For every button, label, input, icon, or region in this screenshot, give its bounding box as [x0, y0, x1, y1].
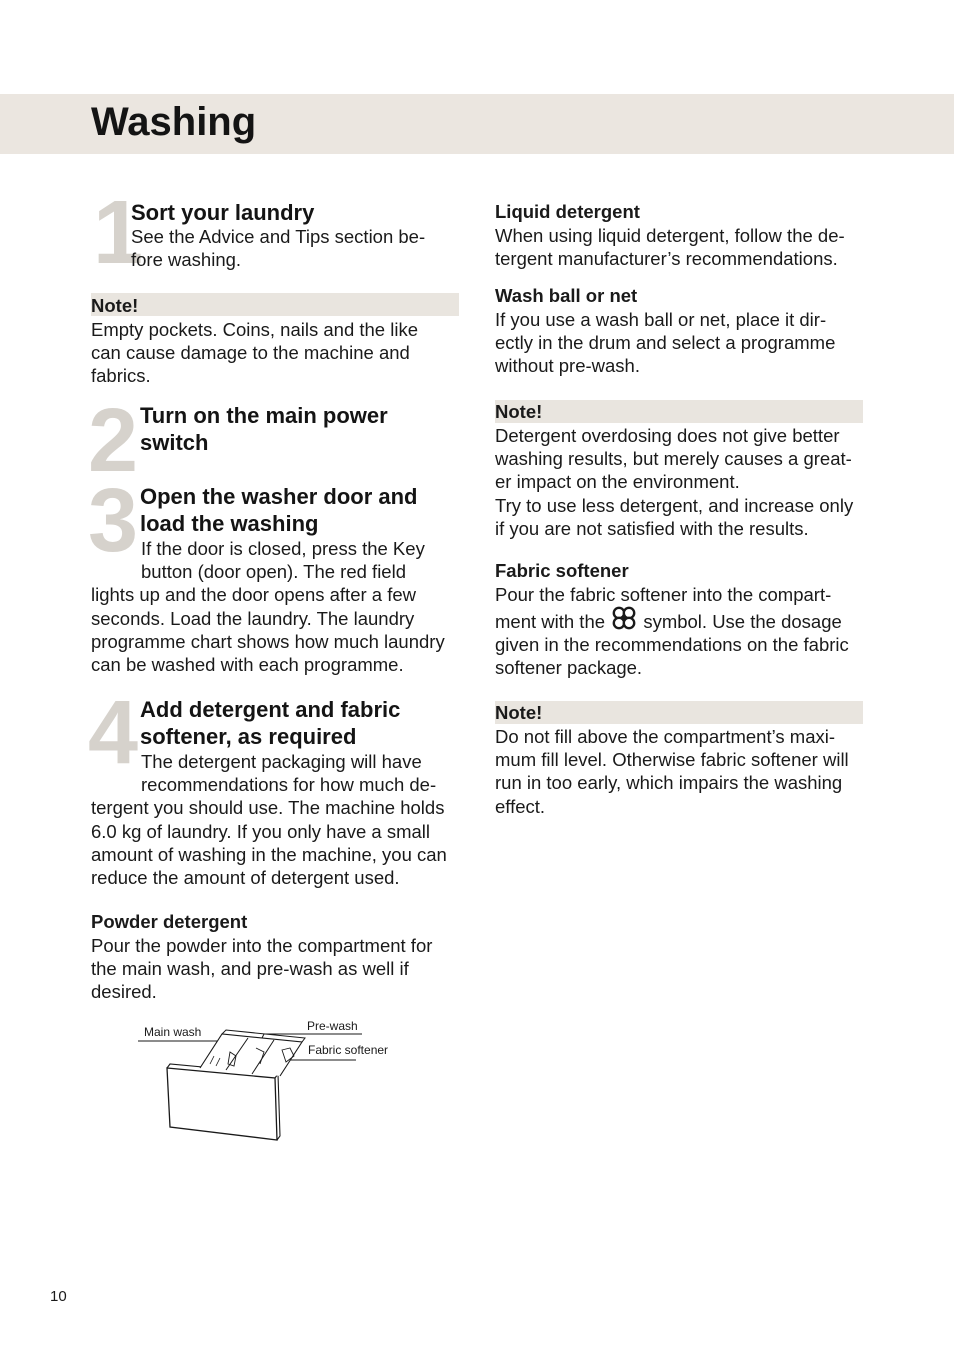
powder-detergent-text: Pour the powder into the compartment for the main wash, and pre-wash as well if desired. — [91, 935, 433, 1003]
main-wash-label: Main wash — [144, 1025, 202, 1039]
step-number-3: 3 — [88, 471, 139, 571]
note-bar — [91, 293, 459, 316]
fabric-softener-label: Fabric softener — [308, 1043, 389, 1057]
pre-wash-label: Pre-wash — [307, 1019, 358, 1033]
step-4-title: Add detergent and fabric softener, as required — [140, 697, 401, 749]
fabric-softener-heading: Fabric softener — [495, 560, 629, 581]
step-2-title: Turn on the main power switch — [140, 403, 388, 455]
page-title: Washing — [91, 100, 257, 144]
powder-detergent-heading: Powder detergent — [91, 911, 248, 932]
page-number: 10 — [50, 1288, 67, 1305]
liquid-detergent-text: When using liquid detergent, follow the de- tergent manufacturer’s recommendations. — [495, 225, 845, 270]
step-1-text: See the Advice and Tips section be- fore washing. — [131, 226, 426, 271]
note-bar — [495, 400, 863, 423]
step-number-2: 2 — [88, 391, 139, 491]
fabric-softener-text: Pour the fabric softener into the compart- ment with the symbol. Use the dosage given in the recommendations on the fabric softener package. — [495, 584, 849, 679]
note-label: Note! — [495, 401, 543, 422]
note-2-text: Detergent overdosing does not give better washing results, but merely causes a great- er impact on the environment. Try to use less detergent, and increase only if you are not satisfied with the results. — [495, 425, 854, 539]
note-3-text: Do not fill above the compartment’s maxi-mum fill level. Otherwise fabric softener will run in too early, which impairs the washing effect. — [495, 726, 849, 817]
step-number-1: 1 — [93, 183, 144, 283]
step-4-text: The detergent packaging will have recommendations for how much de- tergent you should use. The machine holds 6.0 kg of laundry. If you only have a small amount of washing in the machine, you can reduce the amount of detergent used. — [91, 751, 447, 889]
step-3-title: Open the washer door and load the washing — [140, 484, 418, 536]
step-3-text: If the door is closed, press the Key button (door open). The red field lights up and the door opens after a few seconds. Load the laundry. The laundry programme chart shows how much laundry can be washed with each programme. — [91, 538, 445, 676]
flower-icon — [611, 606, 637, 630]
wash-ball-text: If you use a wash ball or net, place it dir- ectly in the drum and select a programme without pre-wash. — [495, 309, 836, 377]
detergent-drawer-diagram — [130, 1012, 410, 1147]
liquid-detergent-heading: Liquid detergent — [495, 201, 640, 222]
wash-ball-heading: Wash ball or net — [495, 285, 638, 306]
step-number-4: 4 — [88, 683, 139, 783]
note-bar — [495, 701, 863, 724]
note-label: Note! — [495, 702, 543, 723]
note-1-text: Empty pockets. Coins, nails and the like can cause damage to the machine and fabrics. — [91, 319, 418, 387]
step-1-title: Sort your laundry — [131, 200, 315, 225]
note-label: Note! — [91, 295, 139, 316]
